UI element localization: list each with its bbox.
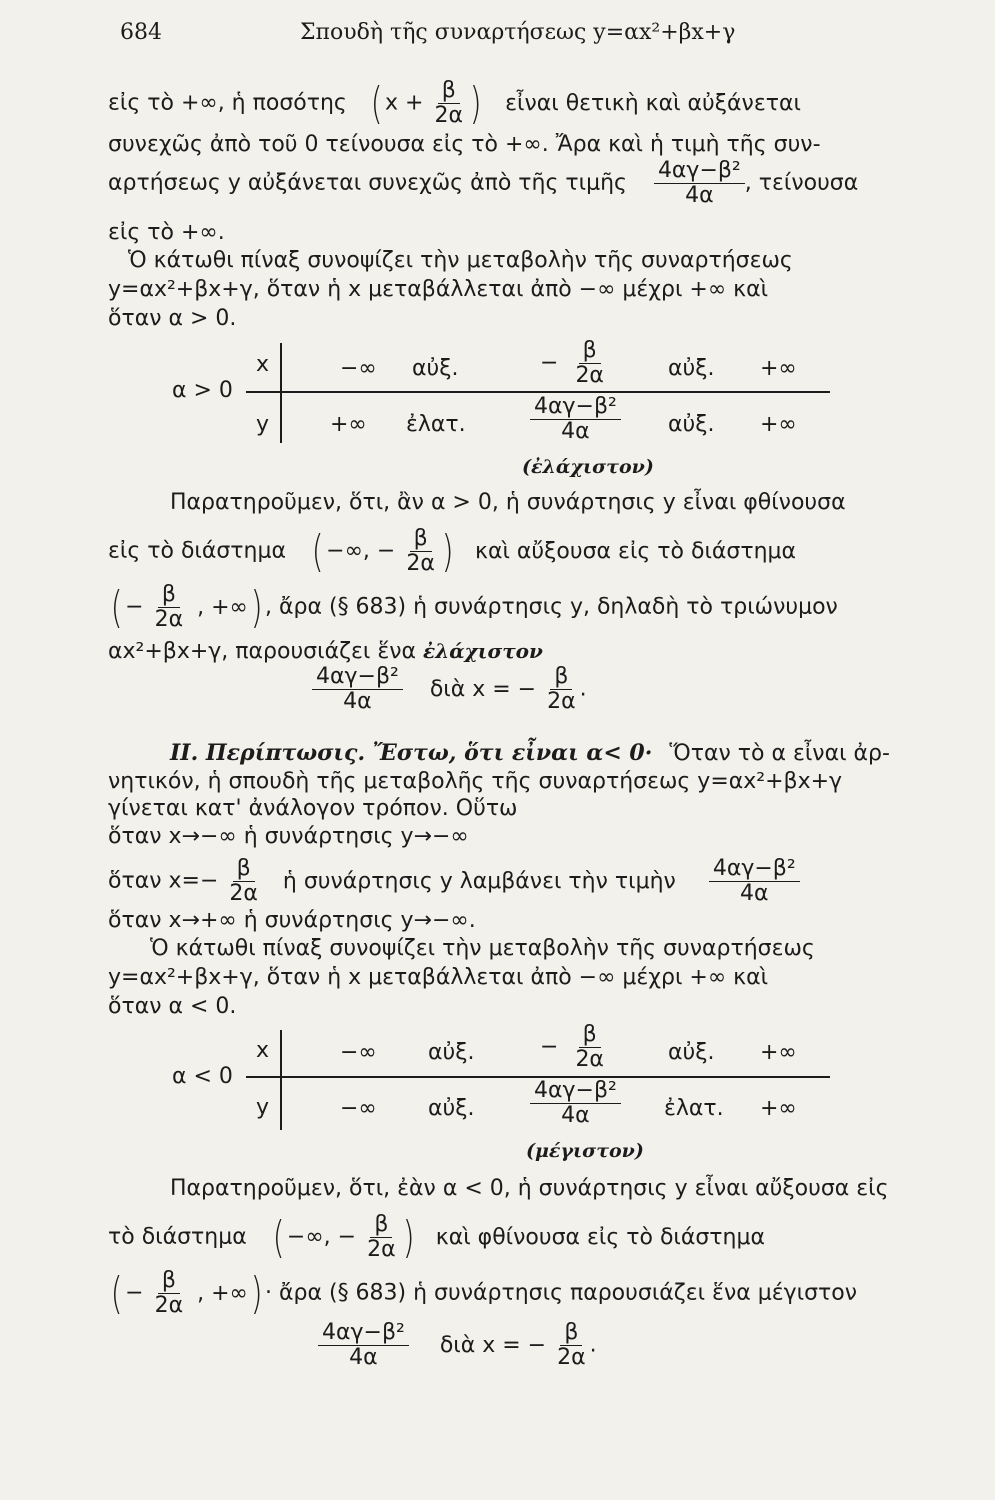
p3-line7: Ὁ κάτωθι πίναξ συνοψίζει τὴν μεταβολὴν τῆς συναρτήσεως <box>150 936 815 961</box>
table1-y-plus-inf2: +∞ <box>760 412 797 437</box>
page-number: 684 <box>120 20 162 45</box>
running-title: Σπουδὴ τῆς συναρτήσεως y=αx²+βx+γ <box>300 20 736 45</box>
p3-line8: y=αx²+βx+γ, ὅταν ἡ x μεταβάλλεται ἀπὸ −∞ μέχρι +∞ καὶ <box>108 965 769 990</box>
p1-line4: εἰς τὸ +∞. <box>108 220 225 245</box>
table1-x-vertex: − $\frac{\beta}{2\alpha}$ <box>540 338 604 388</box>
p3-line2: νητικόν, ἡ σπουδὴ τῆς μεταβολῆς τῆς συναρτήσεως y=αx²+βx+γ <box>108 769 843 794</box>
p2-line4: αx²+βx+γ, παρουσιάζει ἕνα ἐλάχιστον <box>108 639 543 664</box>
table2-vertical-rule <box>280 1030 282 1130</box>
p3-line6: ὅταν x→+∞ ἡ συνάρτησις y→−∞. <box>108 908 476 933</box>
p3-line4: ὅταν x→−∞ ἡ συνάρτησις y→−∞ <box>108 824 469 849</box>
table1-y-decr: ἐλατ. <box>406 412 466 437</box>
table1-x-plus-inf: +∞ <box>760 356 797 381</box>
p2-line2: εἰς τὸ διάστημα ( −∞, − $\frac{\beta}{2\alpha}$ ) καὶ αὔξουσα εἰς τὸ διάστημα <box>108 525 797 577</box>
p1-line1: εἰς τὸ +∞, ἡ ποσότης ( x + $\frac{\beta}{2\alpha}$ ) εἶναι θετικὴ καὶ αὐξάνεται <box>108 77 801 129</box>
table2-y-max-value: $\frac{\text{4αγ−β²}}{4\alpha}$ <box>530 1080 621 1127</box>
table1-y-label: y <box>256 412 270 437</box>
table2-condition: α < 0 <box>172 1064 233 1089</box>
table2-x-plus-inf: +∞ <box>760 1040 797 1065</box>
p3-heading-line: II. Περίπτωσις. Ἔστω, ὅτι εἶναι α< 0· Ὅταν τὸ α εἶναι ἀρ- <box>170 740 890 766</box>
table1-y-min-value: $\frac{\text{4αγ−β²}}{4\alpha}$ <box>530 396 621 443</box>
table1-vertical-rule <box>280 343 282 443</box>
table2-x-minus-inf: −∞ <box>340 1040 377 1065</box>
table2-x-incr2: αὐξ. <box>668 1040 715 1065</box>
table1-condition-dash <box>246 391 274 393</box>
p1-line2: συνεχῶς ἀπὸ τοῦ 0 τείνουσα εἰς τὸ +∞. Ἄρα καὶ ἡ τιμὴ τῆς συν- <box>108 132 821 157</box>
table1-x-minus-inf: −∞ <box>340 356 377 381</box>
p4-line4: $\frac{\text{4αγ−β²}}{4\alpha}$ διὰ x = − $\frac{\beta}{2\alpha}$ . <box>318 1322 597 1369</box>
table1-horizontal-rule <box>274 391 830 393</box>
table1-x-label: x <box>256 352 270 377</box>
table2-y-decr: ἐλατ. <box>664 1096 724 1121</box>
p1-line5: Ὁ κάτωθι πίναξ συνοψίζει τὴν μεταβολὴν τῆς συναρτήσεως <box>128 248 793 273</box>
table1-x-incr2: αὐξ. <box>668 356 715 381</box>
table1-y-incr: αὐξ. <box>668 412 715 437</box>
table2-y-label: y <box>256 1095 270 1120</box>
table1-caption: (ἐλάχιστον) <box>522 456 654 478</box>
p4-line1: Παρατηροῦμεν, ὅτι, ἐὰν α < 0, ἡ συνάρτησις y εἶναι αὔξουσα εἰς <box>170 1176 889 1201</box>
case-heading: II. Περίπτωσις. Ἔστω, ὅτι εἶναι α< 0· <box>170 740 653 766</box>
p1-line7: ὅταν α > 0. <box>108 306 237 331</box>
p3-line9: ὅταν α < 0. <box>108 994 237 1019</box>
table1-condition: α > 0 <box>172 378 233 403</box>
table2-x-vertex: − $\frac{\beta}{2\alpha}$ <box>540 1022 604 1072</box>
table2-x-incr1: αὐξ. <box>428 1040 475 1065</box>
table1-x-incr1: αὐξ. <box>412 356 459 381</box>
table2-x-label: x <box>256 1038 270 1063</box>
table2-y-minus-inf: −∞ <box>340 1096 377 1121</box>
p1-line3: αρτήσεως y αὐξάνεται συνεχῶς ἀπὸ τῆς τιμῆς $\frac{\text{4αγ−β²}}{4\alpha}$ , τείνουσα <box>108 158 859 208</box>
p3-line3: γίνεται κατ' ἀνάλογον τρόπον. Οὕτω <box>108 796 518 821</box>
p2-line5: $\frac{\text{4αγ−β²}}{4\alpha}$ διὰ x = − $\frac{\beta}{2\alpha}$ . <box>312 666 587 713</box>
table2-condition-dash <box>246 1076 274 1078</box>
table2-y-plus-inf: +∞ <box>760 1096 797 1121</box>
table2-y-incr: αὐξ. <box>428 1096 475 1121</box>
table1-y-plus-inf: +∞ <box>330 412 367 437</box>
p2-line1: Παρατηροῦμεν, ὅτι, ἂν α > 0, ἡ συνάρτησις y εἶναι φθίνουσα <box>170 490 846 515</box>
p4-line2: τὸ διάστημα ( −∞, − $\frac{\beta}{2\alpha}$ ) καὶ φθίνουσα εἰς τὸ διάστημα <box>108 1211 765 1263</box>
p2-line3: ( − $\frac{\beta}{2\alpha}$ , +∞) , ἄρα (§ 683) ἡ συνάρτησις y, δηλαδὴ τὸ τριώνυμον <box>110 581 838 633</box>
p1-line6: y=αx²+βx+γ, ὅταν ἡ x μεταβάλλεται ἀπὸ −∞ μέχρι +∞ καὶ <box>108 277 769 302</box>
p4-line3: ( − $\frac{\beta}{2\alpha}$ , +∞) · ἄρα (§ 683) ἡ συνάρτησις παρουσιάζει ἕνα μέγιστον <box>110 1267 858 1319</box>
table2-caption: (μέγιστον) <box>526 1140 644 1162</box>
p3-line5: ὅταν x=− $\frac{\beta}{2\alpha}$ ἡ συνάρτησις y λαμβάνει τὴν τιμὴν $\frac{\text{4αγ−β²}}{4\alpha}$ <box>108 858 800 905</box>
